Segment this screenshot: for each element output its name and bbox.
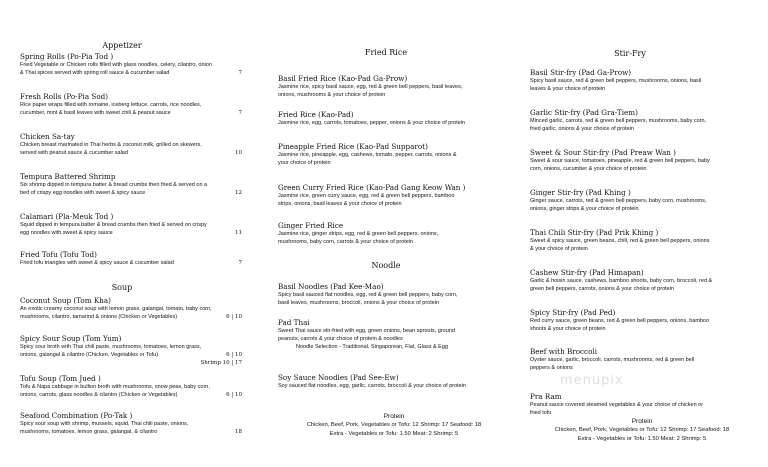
menu-item-description: Oyster sauce, garlic, broccoli, carrots, mushrooms, red & green bell peppers & onions: [530, 357, 695, 371]
menu-item: [530, 308, 740, 333]
menu-item-description: Fried tofu triangles with sweet & spicy sauce & cucumber salad: [20, 260, 174, 266]
fried-rice-header: Fried Rice: [364, 48, 408, 57]
menu-item-title: Seafood Combination (Po-Tak ): [20, 411, 133, 420]
menu-item-description: Spicy basil sauced flat noodles, egg, red & green bell peppers, baby corn, basil leaves, mushrooms, broccoli, onions & your choice of protein: [278, 292, 458, 306]
menu-item-title: Thai Chili Stir-fry (Pad Prik Khing ): [530, 228, 659, 237]
menu-item: [278, 282, 492, 307]
menu-item-title: Basil Noodles (Pad Kee-Mao): [278, 282, 384, 291]
menu-item-description: Squid dipped in tempura batter & bread crumbs then fried & served on crispy egg noodles with sweet & spicy sauce: [20, 222, 207, 236]
menu-item-description: Rice paper wraps filled with romaine, iceberg lettuce, carrots, rice noodles, cucumber, mint & basil leaves with sweet chili & peanut sauce: [20, 102, 202, 116]
menu-item-description: Minced garlic, carrots, red & green bell peppers, mushrooms, baby corn, fried garlic, onions & your choice of protein: [530, 118, 707, 132]
menu-item-description: Tofu & Napa cabbage in bullion broth with mushrooms, snow peas, baby corn, onions, carrots, glass noodles & cilantro (Chicken or Vegetables): [20, 384, 210, 398]
menu-item-description: Chicken breast marinated in Thai herbs & coconut milk, grilled on skewers, served with peanut sauce & cucumber salad: [20, 142, 202, 156]
menu-item: [530, 148, 740, 173]
menu-item-price: 18: [235, 429, 242, 435]
menu-item-price: 7: [238, 110, 242, 116]
menu-item: [530, 228, 740, 253]
menu-item-title: Sweet & Sour Stir-fry (Pad Preaw Wan ): [530, 148, 676, 157]
menu-item-title: Green Curry Fried Rice (Kao-Pad Gang Keow Wan ): [278, 183, 466, 192]
menu-item-title: Basil Fried Rice (Kao-Pad Ga-Prow): [278, 74, 408, 83]
menu-item-title: Cashew Stir-fry (Pad Himapan): [530, 268, 644, 277]
menu-item-price: 6 | 10: [226, 352, 242, 358]
menu-item-price-shrimp: Shrimp 10 | 17: [200, 360, 242, 366]
menu-item-title: Chicken Sa-tay: [20, 132, 75, 141]
menu-item-description: Jasmine rice, egg, carrots, tomatoes, pepper, onions & your choice of protein: [278, 120, 466, 126]
menu-item-title: Ginger Fried Rice: [278, 221, 344, 230]
menu-item: [20, 172, 242, 197]
menu-item: [278, 142, 492, 167]
menu-item-description: Sweet & spicy sauce, green beans, chili, red & green bell peppers, onions & your choice of protein: [530, 238, 710, 252]
menu-item-description: Six shrimp dipped in tempura batter & bread crumbs then fried & served on a bed of crispy egg noodles with sweet & spicy sauce: [20, 182, 208, 196]
menu-item-price: 6 | 10: [226, 314, 242, 320]
protein-extras: Extra - Vegetables or Tofu: 1.50 Meat: 2 Shrimp: 5: [577, 436, 707, 442]
menu-item: [278, 221, 492, 246]
menu-item-title: Tempura Battered Shrimp: [20, 172, 116, 181]
protein-pricing-right: [522, 417, 762, 444]
menu-item: [20, 296, 242, 321]
menu-item-price: 6 | 10: [226, 392, 242, 398]
menu-item: [278, 110, 492, 127]
menu-item-title: Fried Rice (Kao-Pad): [278, 110, 354, 119]
protein-header: Protein: [631, 418, 653, 425]
menu-item: [20, 411, 242, 436]
menu-item: [530, 268, 740, 293]
menu-item-description: Sweet Thai sauce stir-fried with egg, green onions, bean sprouts, ground peanuts, carrots & your choice of protein & noodles: [278, 328, 455, 342]
menu-item-description: Fried Vegetable or Chicken rolls filled with glass noodles, celery, cilantro, onion & Thai spices served with spring roll sauce & cucumber salad: [20, 62, 212, 76]
menu-item-price: 7: [238, 70, 242, 76]
menu-item-description: Red curry sauce, green beans, red & green bell peppers, onions, bamboo shoots & your choice of protein: [530, 318, 710, 332]
menu-item-description: Jasmine rice, pineapple, egg, cashews, tomato, pepper, carrots, onions & your choice of protein: [278, 152, 457, 166]
menu-item: [20, 250, 242, 267]
menu-item-title: Garlic Stir-fry (Pad Gra-Tiem): [530, 108, 638, 117]
menu-item-title: Spring Rolls (Po-Pia Tod ): [20, 52, 114, 61]
menu-item: [530, 392, 740, 417]
protein-pricing-middle: [274, 412, 514, 439]
menu-item-title: Fried Tofu (Tofu Tod): [20, 250, 97, 259]
menu-item-title: Beef with Broccoli: [530, 347, 598, 356]
menu-item: [530, 68, 740, 93]
menu-item-title: Spicy Stir-fry (Pad Ped): [530, 308, 616, 317]
soup-header: Soup: [111, 283, 133, 292]
menu-item-title: Pra Ram: [530, 392, 562, 401]
menu-item: [278, 318, 492, 351]
protein-extras: Extra - Vegetables or Tofu: 1.50 Meat: 2 Shrimp: 5: [329, 431, 459, 437]
menu-item: [530, 347, 740, 372]
menu-item-title: Ginger Stir-fry (Pad Khing ): [530, 188, 631, 197]
menupix-watermark: menupix: [560, 373, 624, 388]
menu-item-price: 11: [235, 230, 242, 236]
menu-item-description: An exotic creamy coconut soup with lemon grass, galangal, tomato, baby corn, mushrooms, cilantro, tamarind & onions (Chicken or Vegetables): [20, 306, 212, 320]
menu-item-title: Fresh Rolls (Po-Pia Sod): [20, 92, 109, 101]
noodle-header: Noodle: [371, 261, 401, 270]
menu-item-price: 7: [238, 260, 242, 266]
menu-item-description: Peanut sauce covered steamed vegetables & your choice of chicken or fried tofu: [530, 402, 704, 416]
protein-prices: Chicken, Beef, Pork, Vegetables or Tofu: 12 Shrimp: 17 Seafood: 18: [554, 427, 730, 433]
menu-item-price: 12: [235, 190, 242, 196]
menu-item: [20, 132, 242, 157]
menu-item: [278, 74, 492, 99]
menu-item-title: Soy Sauce Noodles (Pad See-Ew): [278, 373, 399, 382]
menu-item-description: Sweet & sour sauce, tomatoes, pineapple, red & green bell peppers, baby corn, onions, cucumber & your choice of protein: [530, 158, 710, 172]
protein-prices: Chicken, Beef, Pork, Vegetables or Tofu: 12 Shrimp: 17 Seafood: 18: [306, 422, 482, 428]
menu-item-title: Basil Stir-fry (Pad Ga-Prow): [530, 68, 632, 77]
menu-item-title: Calamari (Pla-Meuk Tod ): [20, 212, 114, 221]
menu-item: [20, 334, 242, 367]
menu-item-title: Tofu Soup (Tom Jued ): [20, 374, 101, 383]
menu-item-price: 10: [235, 150, 242, 156]
protein-header: Protein: [383, 413, 405, 420]
menu-item-description: Jasmine rice, ginger strips, egg, red & green bell peppers, onions, mushrooms, baby corn, carrots & your choice of protein: [278, 231, 439, 245]
menu-item-description: Soy sauced flat noodles, egg, garlic, carrots, broccoli & your choice of protein: [278, 383, 467, 389]
appetizer-header: Appetizer: [102, 41, 142, 50]
menu-item-description: Spicy sour broth with Thai chili paste, mushrooms, tomatoes, lemon grass, onions, galangal & cilantro (Chicken, Vegetables or Tofu): [20, 344, 202, 358]
menu-item-description: Spicy sour soup with shrimp, mussels, squid, Thai chili paste, onions, mushrooms, tomatoes, lemon grass, galangal, & cilantro: [20, 421, 189, 435]
menu-item-description: Garlic & hoisin sauce, cashews, bamboo shoots, baby corn, broccoli, red & green bell peppers, carrots, onions & your choice of protein: [530, 278, 713, 292]
menu-item-title: Spicy Sour Soup (Tom Yum): [20, 334, 122, 343]
menu-item-description: Jasmine rice, spicy basil sauce, egg, red & green bell peppers, basil leaves, onions, mushrooms & your choice of protein: [278, 84, 463, 98]
menu-item: [278, 183, 492, 208]
menu-item: [20, 92, 242, 117]
menu-item-title: Pad Thai: [278, 318, 310, 327]
menu-item: [278, 373, 492, 390]
menu-item-description: Ginger sauce, carrots, red & green bell peppers, baby corn, mushrooms, onions, ginger strips & your choice of protein: [530, 198, 707, 212]
menu-item: [530, 188, 740, 213]
menu-item-title: Pineapple Fried Rice (Kao-Pad Supparot): [278, 142, 428, 151]
menu-item-title: Coconut Soup (Tom Kha): [20, 296, 111, 305]
menu-item: [530, 108, 740, 133]
menu-item: [20, 52, 242, 77]
menu-item-note: Noodle Selection - Traditional, Singaporean, Flat, Glass & Egg: [296, 344, 448, 350]
menu-item-description: Jasmine rice, green curry sauce, egg, red & green bell peppers, bamboo strips, onions, basil leaves & your choice of protein: [278, 193, 455, 207]
menu-item-description: Spicy basil sauce, red & green bell peppers, mushrooms, onions, basil leaves & your choice of protein: [530, 78, 702, 92]
menu-item: [20, 374, 242, 399]
stir-fry-header: Stir-Fry: [614, 49, 646, 58]
menu-item: [20, 212, 242, 237]
